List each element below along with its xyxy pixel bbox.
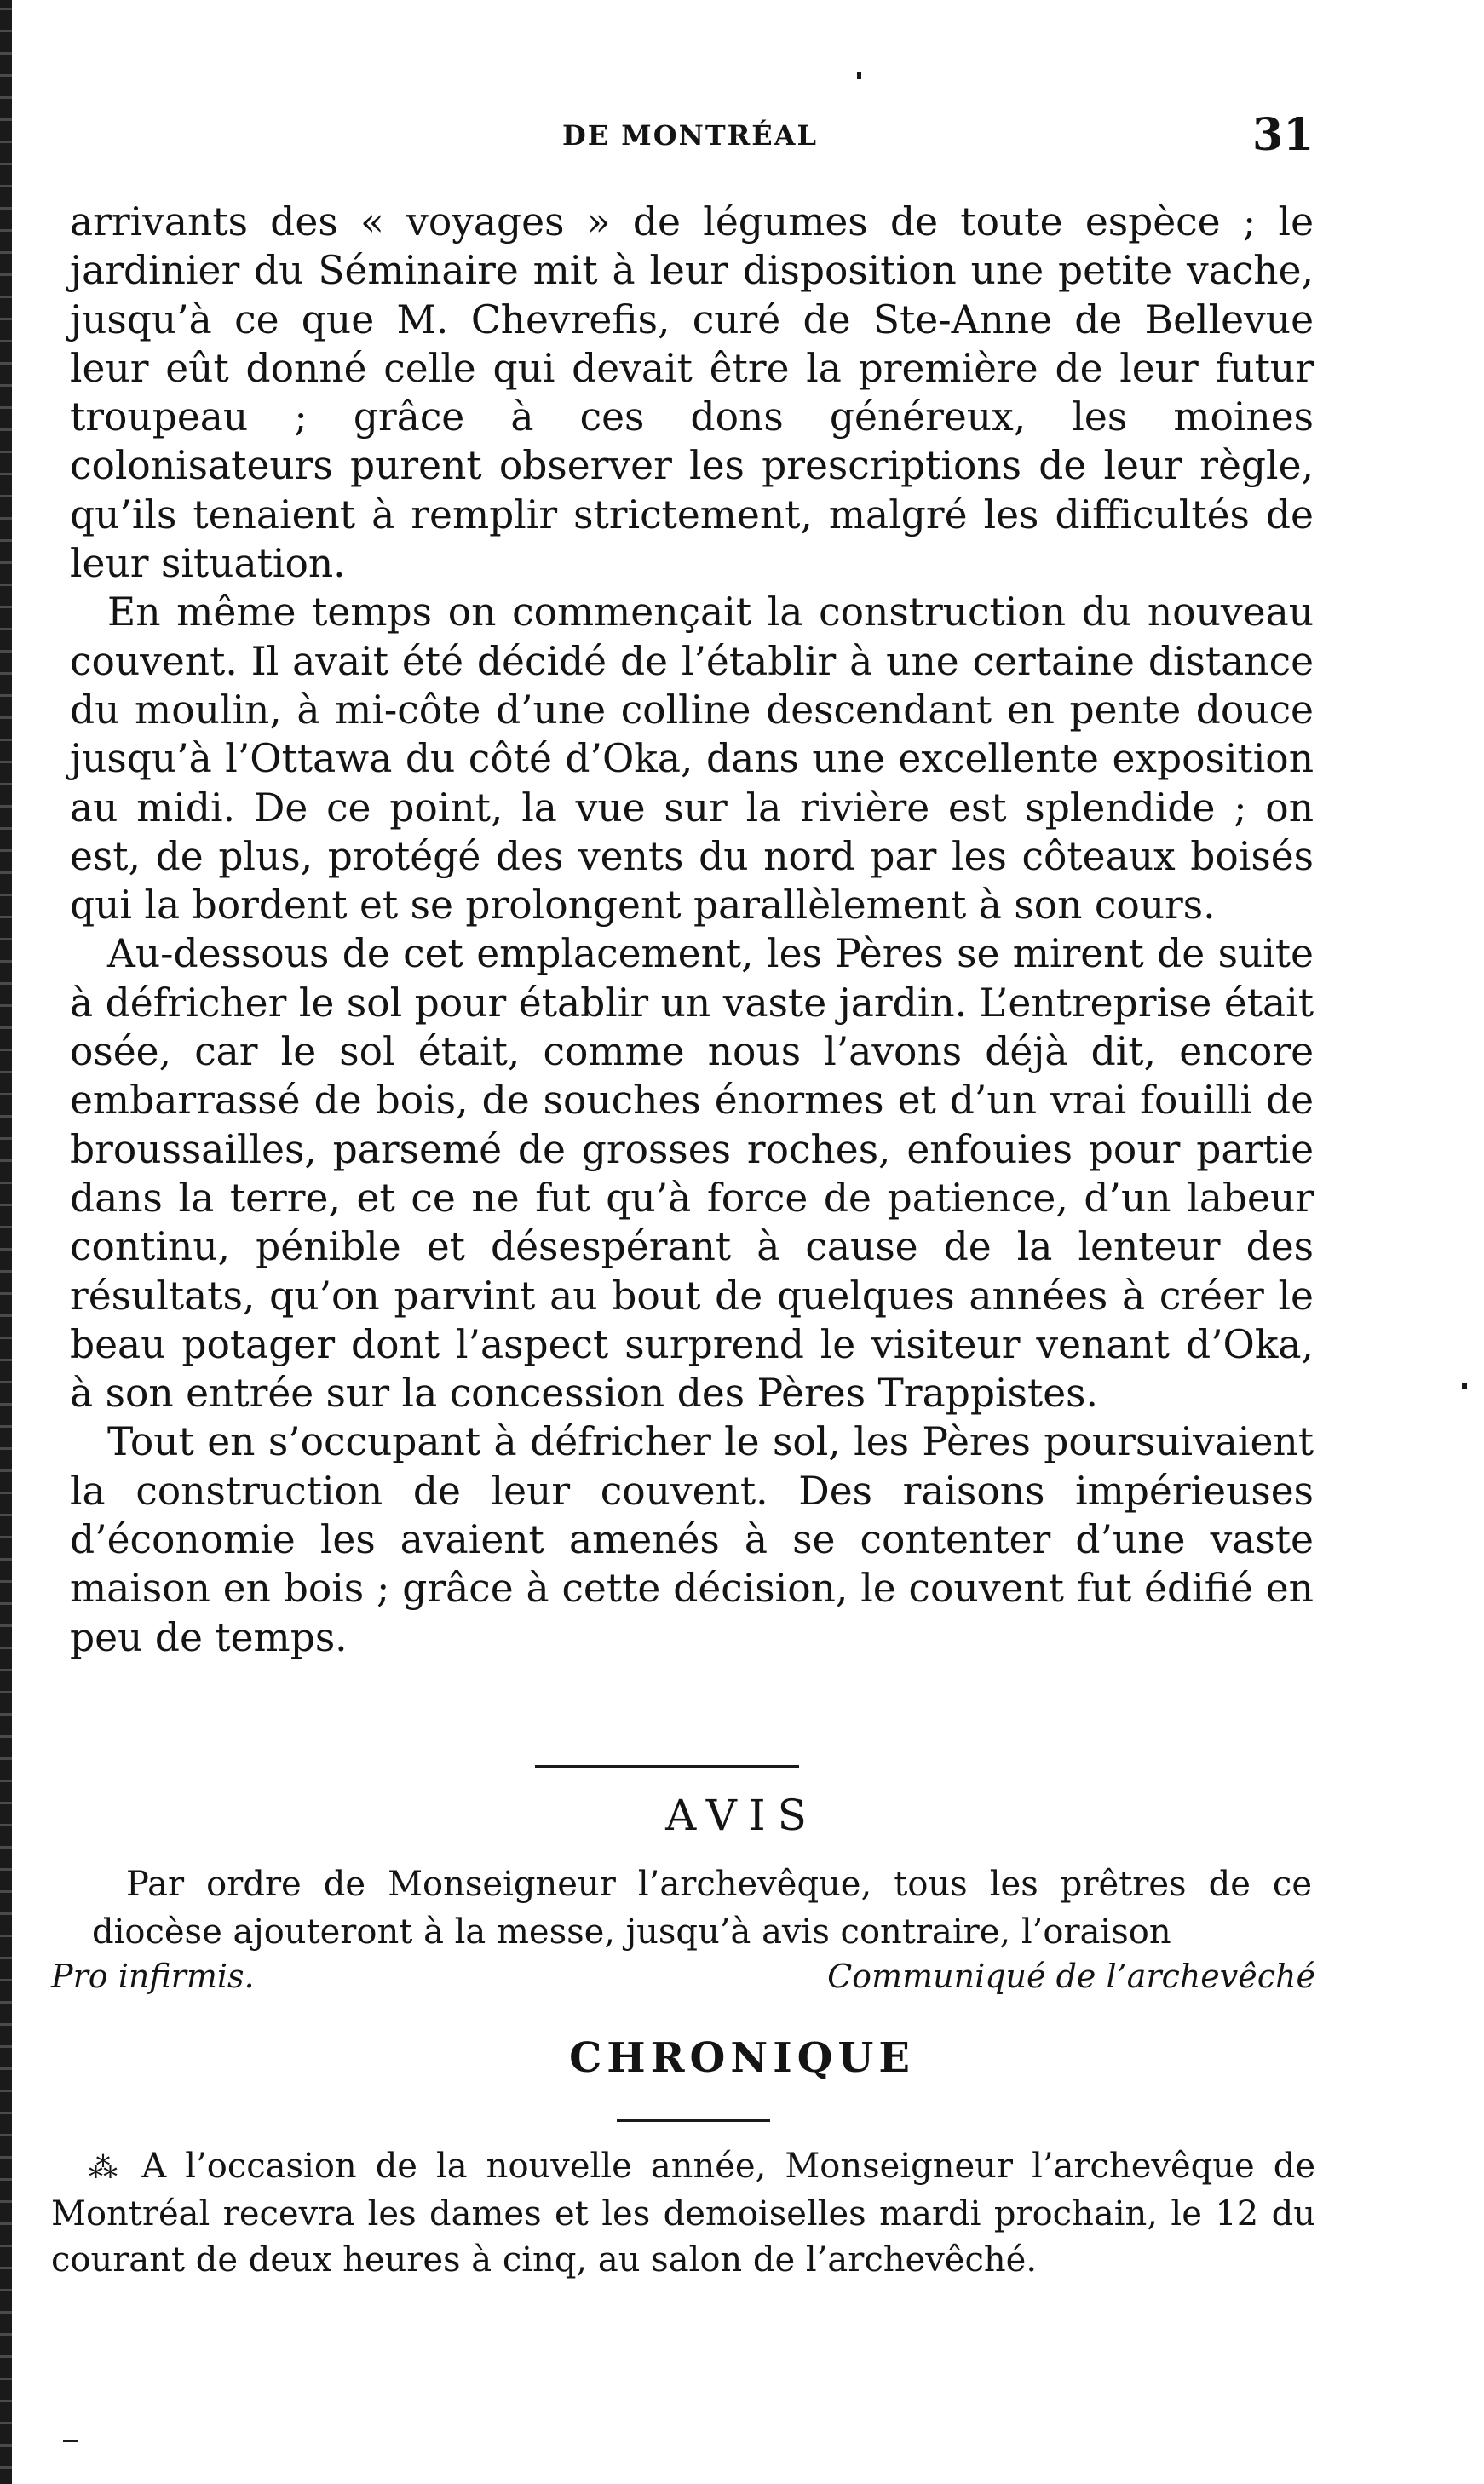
page-number: 31 [1252,109,1314,161]
article-paragraph: arrivants des « voyages » de légumes de toute espèce ; le jardinier du Séminaire mit à leur disposition une petite vache, jusqu’à ce que M. Chevrefis, curé de Ste-Anne de Bellevue leur eût donné celle qui devait être la première de leur futur troupeau ; grâce à ces dons généreux, les moines colonisateurs purent observer les prescriptions de leur règle, qu’ils tenaient à remplir strictement, malgré les difficultés de leur situation. [70,199,1314,587]
asterism-icon: ⁂ [89,2151,127,2185]
chronique-paragraph [51,2143,1315,2283]
avis-signature-line [51,1958,1315,2000]
running-head [0,109,1484,160]
print-speck [63,2440,78,2442]
print-speck [857,72,861,79]
avis-body [92,1860,1312,1956]
print-speck [1462,1383,1467,1389]
article-paragraph: Tout en s’occupant à défricher le sol, les Pères poursuivaient la construction de leur couvent. Des raisons impérieuses d’économie les avaient amenés à se contenter d’une vaste maison en bois ; grâce à cette décision, le couvent fut édifié en peu de temps. [70,1419,1314,1660]
section-divider [535,1765,799,1768]
avis-oraison-name: Pro infirmis. [51,1958,255,1995]
article-paragraph: Au-dessous de cet emplacement, les Pères se mirent de suite à défricher le sol pour établir un vaste jardin. L’entreprise était osée, car le sol était, comme nous l’avons déjà dit, encore embarrassé de bois, de souches énormes et d’un vrai fouilli de broussailles, parsemé de grosses roches, enfouies pour partie dans la terre, et ce ne fut qu’à force de patience, d’un labeur continu, pénible et désespérant à cause de la lenteur des résultats, qu’on parvint au bout de quelques années à créer le beau potager dont l’aspect surprend le visiteur venant d’Oka, à son entrée sur la concession des Pères Trappistes. [70,931,1314,1417]
article-paragraph: En même temps on commençait la construction du nouveau couvent. Il avait été décidé de l’établir à une certaine distance du moulin, à mi-côte d’une colline descendant en pente douce jusqu’à l’Ottawa du côté d’Oka, dans une excellente exposition au midi. De ce point, la vue sur la rivière est splendide ; on est, de plus, protégé des vents du nord par les côteaux boisés qui la bordent et se prolongent parallèlement à son cours. [70,589,1314,929]
running-title: DE MONTRÉAL [562,119,818,152]
article-body [70,198,1314,1662]
avis-attribution: Communiqué de l’archevêché [827,1958,1315,1995]
chronique-item-text: A l’occasion de la nouvelle année, Monseigneur l’archevêque de Montréal recevra les dames et les demoiselles mardi prochain, le 12 du courant de deux heures à cinq, au salon de l’archevêché. [51,2147,1316,2280]
chronique-body [51,2143,1315,2283]
section-divider [617,2119,770,2122]
avis-heading: AVIS [665,1791,819,1840]
avis-paragraph: Par ordre de Monseigneur l’archevêque, tous les prêtres de ce diocèse ajouteront à la messe, jusqu’à avis contraire, l’oraison [92,1865,1312,1952]
chronique-heading: CHRONIQUE [569,2034,915,2082]
page-binding-edge [0,0,12,2484]
